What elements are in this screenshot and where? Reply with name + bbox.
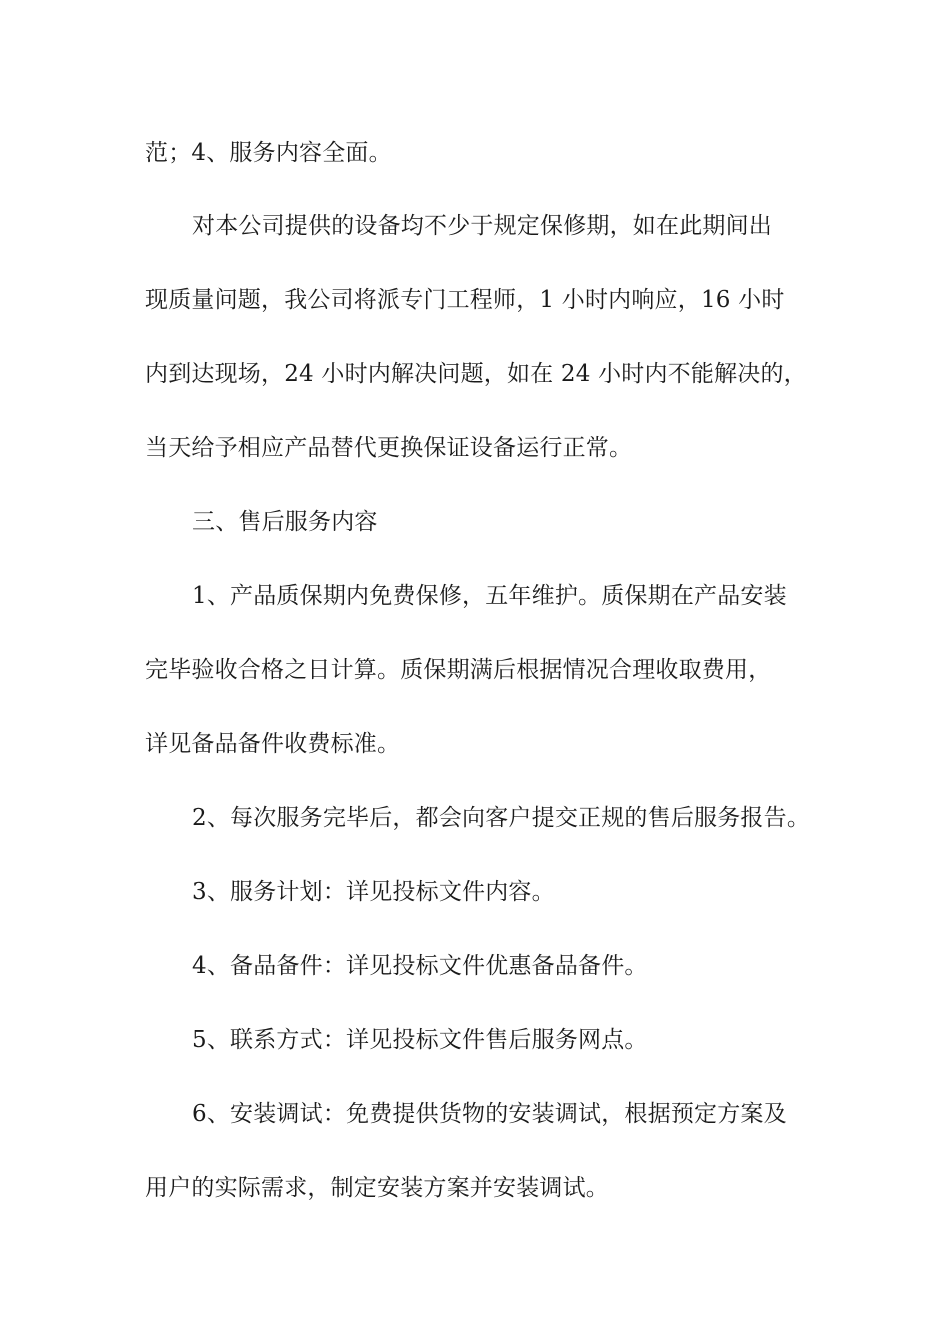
- text-line-9: 详见备品备件收费标准。: [145, 731, 401, 757]
- text-line-11: 3、服务计划：详见投标文件内容。: [192, 879, 555, 905]
- text-line-1: 范；4、服务内容全面。: [145, 140, 392, 166]
- text-line-8: 完毕验收合格之日计算。质保期满后根据情况合理收取费用，: [145, 657, 772, 683]
- text-line-14: 6、安装调试：免费提供货物的安装调试，根据预定方案及: [192, 1101, 787, 1127]
- section-heading: 三、售后服务内容: [192, 509, 378, 535]
- text-line-15: 用户的实际需求，制定安装方案并安装调试。: [145, 1175, 609, 1201]
- text-line-4: 内到达现场，24 小时内解决问题，如在 24 小时内不能解决的，: [145, 361, 807, 387]
- text-line-3: 现质量问题，我公司将派专门工程师，1 小时内响应，16 小时: [145, 287, 785, 313]
- text-line-13: 5、联系方式：详见投标文件售后服务网点。: [192, 1027, 648, 1053]
- text-line-10: 2、每次服务完毕后，都会向客户提交正规的售后服务报告。: [192, 805, 811, 831]
- text-line-2: 对本公司提供的设备均不少于规定保修期，如在此期间出: [192, 213, 772, 239]
- text-line-12: 4、备品备件：详见投标文件优惠备品备件。: [192, 953, 648, 979]
- text-line-5: 当天给予相应产品替代更换保证设备运行正常。: [145, 435, 633, 461]
- text-line-7: 1、产品质保期内免费保修，五年维护。质保期在产品安装: [192, 583, 787, 609]
